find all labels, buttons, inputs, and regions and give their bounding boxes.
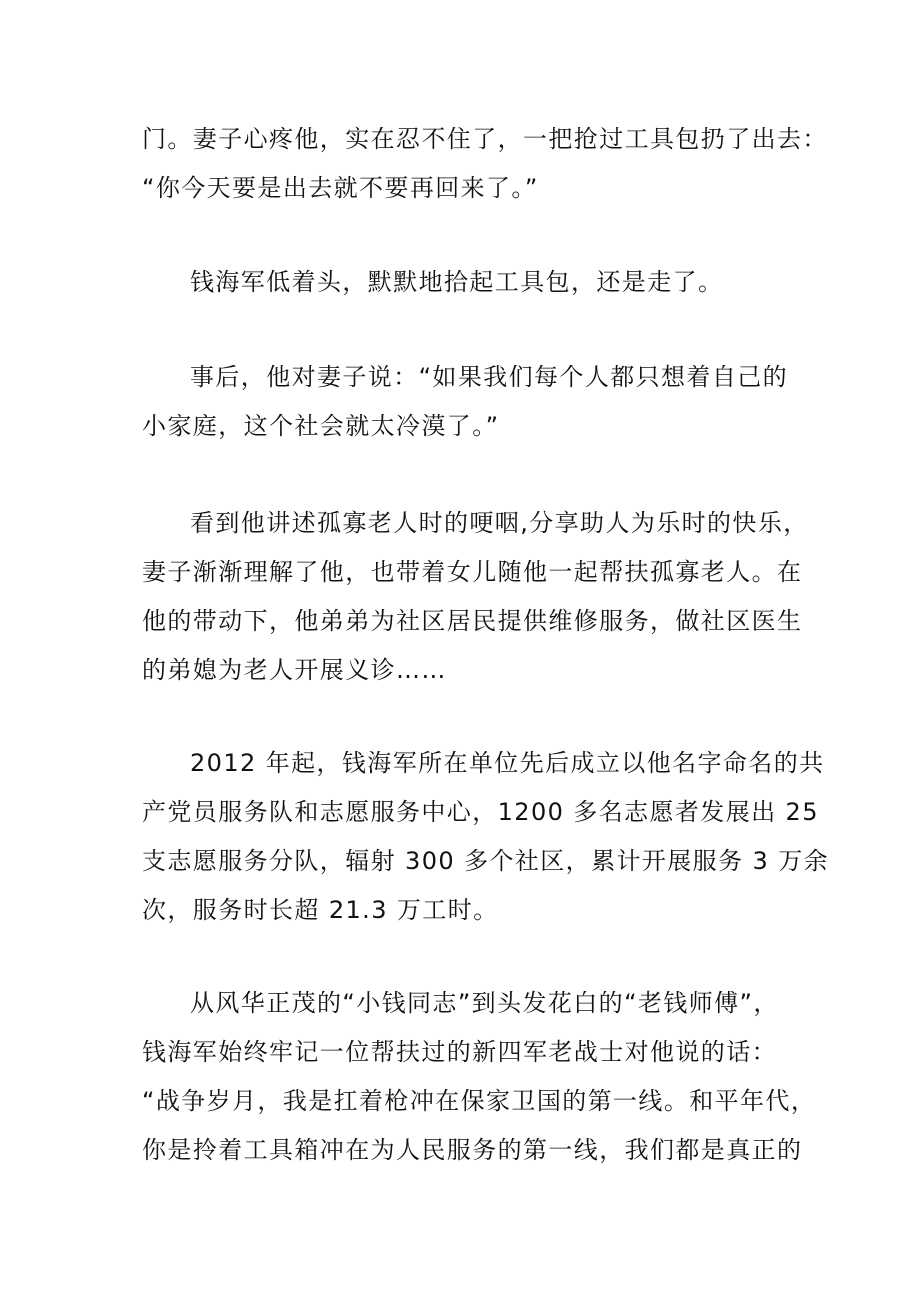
text-line: 从风华正茂的“小钱同志”到头发花白的“老钱师傅”， [190,989,779,1017]
text-line: 2012 年起，钱海军所在单位先后成立以他名字命名的共 [190,749,825,777]
text-line: 支志愿服务分队，辐射 300 多个社区，累计开展服务 3 万余 [142,847,829,875]
text-line: 小家庭，这个社会就太冷漠了。” [142,412,500,440]
text-line: 钱海军低着头，默默地拾起工具包，还是走了。 [190,268,724,296]
text-line: 事后，他对妻子说：“如果我们每个人都只想着自己的 [190,363,789,391]
text-line: 门。妻子心疼他，实在忍不住了，一把抢过工具包扔了出去： [142,125,828,153]
text-line: “战争岁月，我是扛着枪冲在保家卫国的第一线。和平年代， [142,1087,817,1115]
text-line: 产党员服务队和志愿服务中心，1200 多名志愿者发展出 25 [142,798,819,826]
text-line: 的弟媳为老人开展义诊…… [142,656,447,684]
text-line: 你是拎着工具箱冲在为人民服务的第一线，我们都是真正的 [142,1136,803,1164]
text-line: 看到他讲述孤寡老人时的哽咽,分享助人为乐时的快乐， [190,509,809,537]
text-line: “你今天要是出去就不要再回来了。” [142,174,539,202]
text-line: 妻子渐渐理解了他，也带着女儿随他一起帮扶孤寡老人。在 [142,558,803,586]
text-line: 次，服务时长超 21.3 万工时。 [142,896,499,924]
text-line: 钱海军始终牢记一位帮扶过的新四军老战士对他说的话： [142,1038,777,1066]
text-line: 他的带动下，他弟弟为社区居民提供维修服务，做社区医生 [142,607,803,635]
